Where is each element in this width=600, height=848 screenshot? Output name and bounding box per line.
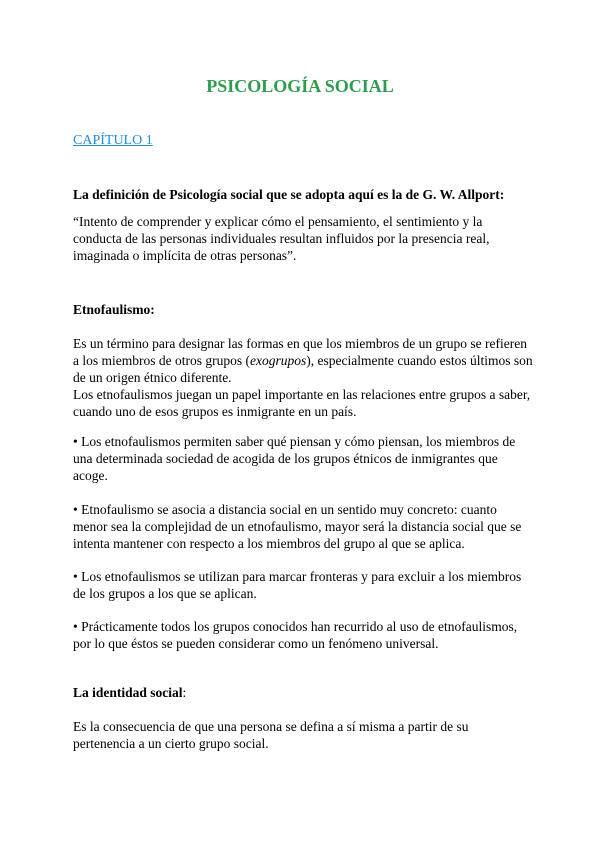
definition-heading: La definición de Psicología social que se adopta aquí es la de G. W. Allport: [73,187,505,202]
identidad-heading: La identidad social [73,685,183,700]
intro-emphasis: exogrupos [249,353,307,368]
bullet-3: • Los etnofaulismos se utilizan para marcar fronteras y para excluir a los miembros de los grupos a los que se aplican. [73,569,522,601]
identidad-heading-line [73,684,533,701]
etnofaulismo-intro-paragraph [73,335,533,386]
bullet-2: • Etnofaulismo se asocia a distancia social en un sentido muy concreto: cuanto menor sea la complejidad de un etnofaulismo, mayor será la distancia social que se intenta mantener con respecto a los miembros del grupo al que se aplica. [73,502,522,551]
definition-quote: “Intento de comprender y explicar cómo el pensamiento, el sentimiento y la conducta de las personas individuales resultan influidos por la presencia real, imaginada o implícita de otras personas”. [73,214,490,263]
etnofaulismo-intro [73,335,533,420]
etnofaulismo-heading: Etnofaulismo: [73,302,155,317]
etnofaulismo-intro-second: Los etnofaulismos juegan un papel importante en las relaciones entre grupos a saber, cuando uno de esos grupos es inmigrante en un país. [73,387,531,419]
intro-text-a: Es un término para designar las formas en que los miembros de un grupo se refieren a los miembros de otros grupos ( [73,336,527,368]
intro-text-b: ), especialmente cuando estos últimos son de un origen étnico diferente. [73,353,533,385]
identidad-text: Es la consecuencia de que una persona se defina a sí misma a partir de su pertenencia a un cierto grupo social. [73,719,469,751]
chapter-heading: CAPÍTULO 1 [73,133,153,148]
identidad-colon: : [182,685,187,700]
bullet-1: • Los etnofaulismos permiten saber qué piensan y cómo piensan, los miembros de una determinada sociedad de acogida de los grupos étnicos de inmigrantes que acoge. [73,434,516,483]
document-title: PSICOLOGÍA SOCIAL [206,76,394,96]
bullet-4: • Prácticamente todos los grupos conocidos han recurrido al uso de etnofaulismos, por lo que éstos se pueden considerar como un fenómeno universal. [73,619,518,651]
